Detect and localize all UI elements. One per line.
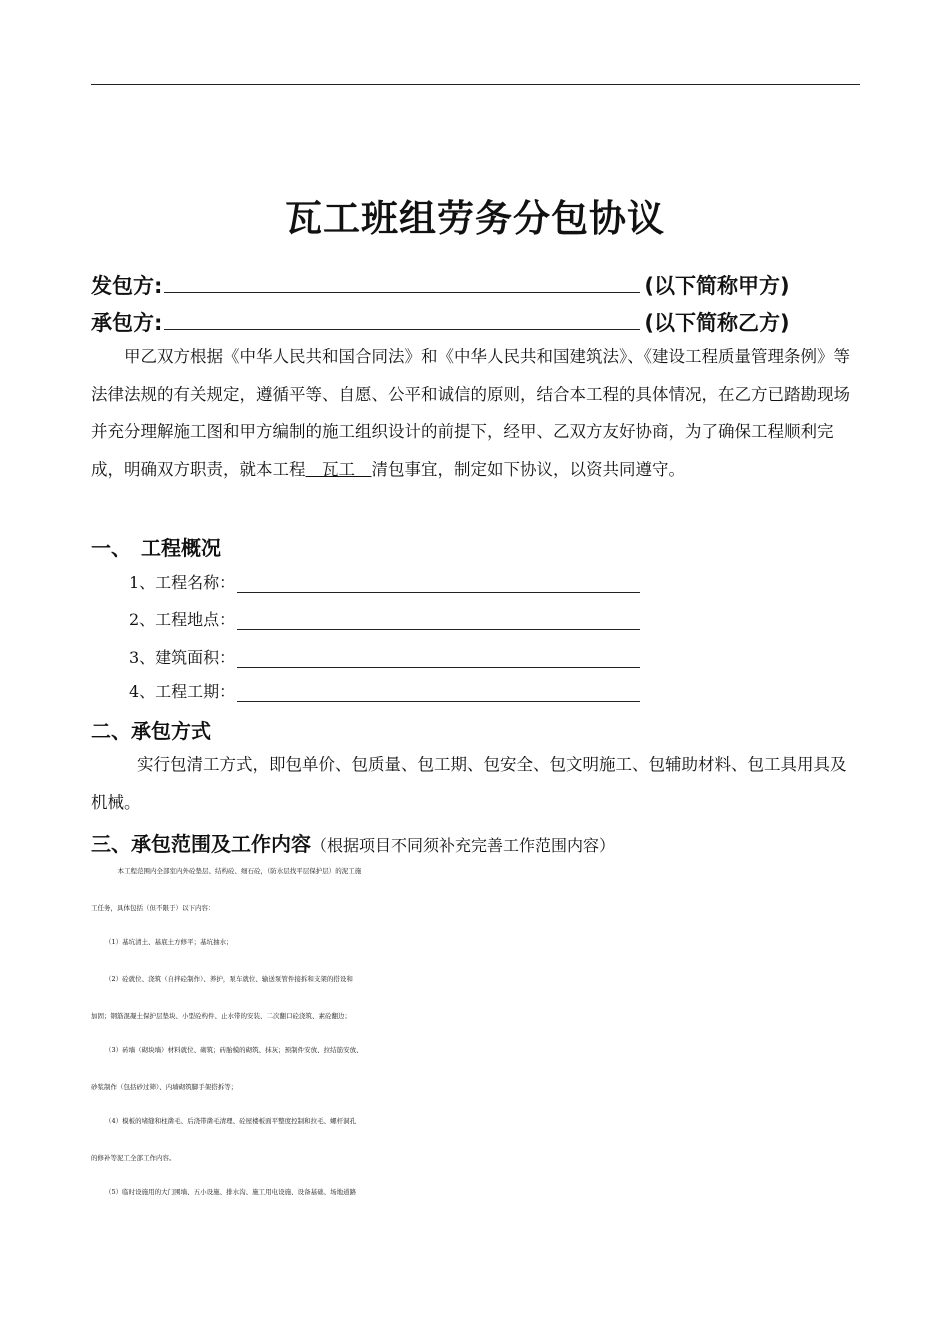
document-title: 瓦工班组劳务分包协议 — [285, 197, 665, 240]
section-3-line: （4）模板的堵缝和柱凿毛、后浇带凿毛清理、砼屋楼板面平整度控制和拉毛、螺杆洞孔 — [105, 1117, 357, 1125]
section-3-note: （根据项目不同须补充完善工作范围内容） — [311, 836, 616, 855]
section-3-title: 三、承包范围及工作内容 — [91, 832, 311, 856]
field-label: 2、工程地点： — [129, 610, 236, 629]
field-label: 3、建筑面积： — [129, 648, 236, 667]
section-3-line: 砂浆制作（包括砂过筛）、内墙砌筑脚手架搭拆等； — [91, 1083, 238, 1091]
field-building-area — [129, 645, 640, 668]
section-3-line: 工任务，具体包括（但不限于）以下内容： — [91, 904, 215, 912]
section-3-line: （3）砖墙（砌块墙）材料就位、砌筑；砖胎模的砌筑、抹灰；预制件安放、拉结筋安放、 — [105, 1046, 363, 1054]
section-3-line: 本工程范围内全部室内外砼垫层、结构砼、细石砼，（防水层找平层保护层）的泥工施 — [111, 867, 362, 875]
section-3-line: （5）临时设施用的大门围墙、五小设施、排水沟、施工用电设施、设备基础、场地道路 — [105, 1188, 357, 1196]
section-3-line: 的修补等泥工全部工作内容。 — [91, 1154, 176, 1162]
party-b-blank[interactable] — [164, 307, 640, 330]
party-a-row — [91, 270, 790, 300]
party-a-suffix: (以下简称甲方) — [644, 274, 790, 298]
section-2-heading: 二、承包方式 — [91, 719, 211, 743]
party-a-blank[interactable] — [164, 270, 640, 293]
field-project-location — [129, 607, 640, 630]
field-project-duration — [129, 679, 640, 702]
field-label: 4、工程工期： — [129, 682, 236, 701]
section-3-heading — [91, 828, 615, 857]
intro-text-after: 清包事宜，制定如下协议，以资共同遵守。 — [371, 459, 685, 479]
party-b-row — [91, 307, 790, 337]
party-a-label: 发包方: — [91, 274, 163, 298]
field-blank[interactable] — [237, 649, 640, 668]
section-3-line: （1）基坑清土、基底土方修平；基坑抽水； — [105, 938, 233, 946]
field-label: 1、工程名称： — [129, 573, 236, 592]
section-2-text: 实行包清工方式，即包单价、包质量、包工期、包安全、包文明施工、包辅助材料、包工具用具及机械。 — [91, 755, 847, 812]
intro-text-before: 甲乙双方根据《中华人民共和国合同法》和《中华人民共和国建筑法》、《建设工程质量管理条例》等法律法规的有关规定，遵循平等、自愿、公平和诚信的原则，结合本工程的具体情况，在乙方已踏勘现场并充分理解施工图和甲方编制的施工组织设计的前提下，经甲、乙双方友好协商，为了确保工程顺利完成，明确双方职责，就本工程 — [91, 347, 850, 479]
intro-trade-underlined: 瓦工 — [305, 459, 372, 479]
field-blank[interactable] — [237, 683, 640, 702]
field-blank[interactable] — [237, 574, 640, 593]
intro-paragraph — [91, 338, 861, 488]
field-blank[interactable] — [237, 611, 640, 630]
section-3-line: （2）砼就位、浇筑（自拌砼制作）、养护，泵车就位、输送泵管件接拆和支架的搭设和 — [105, 975, 353, 983]
section-3-line: 加固；钢筋混凝土保护层垫块、小型砼构件、止水带的安装、二次翻口砼浇筑、素砼翻边； — [91, 1012, 351, 1020]
party-b-label: 承包方: — [91, 311, 163, 335]
section-1-heading: 一、 工程概况 — [91, 536, 221, 560]
field-project-name — [129, 570, 640, 593]
party-b-suffix: (以下简称乙方) — [644, 311, 790, 335]
header-rule — [91, 84, 860, 85]
